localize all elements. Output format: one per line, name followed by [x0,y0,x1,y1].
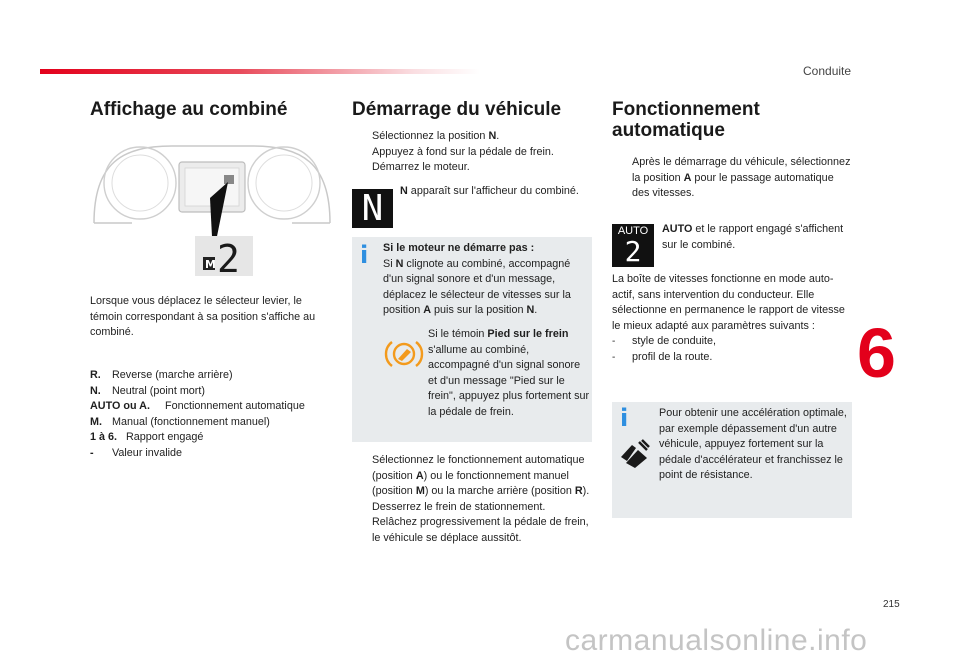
legend-row: N. Neutral (point mort) [90,384,206,397]
legend-row: M. Manual (fonctionnement manuel) [90,415,270,428]
info-icon: i [620,404,629,432]
list-item: Sélectionnez le fonctionnement automatique (position A) ou le fonctionnement manuel (position M) ou la marche arrière (position R). [372,454,590,497]
info-box-text-1: Si le moteur ne démarre pas : Si N clignote au combiné, accompagné d'un signal sonore et d'un message, déplacez le sélecteur de vitesses sur la position A puis sur la position N. [383,242,571,316]
list-item: Après le démarrage du véhicule, sélectionnez la position A pour le passage automatique des vitesses. [632,156,851,199]
list-item: Appuyez à fond sur la pédale de frein. [372,145,554,158]
list-item: Sélectionnez la position N. [372,130,500,142]
foot-pedal-icon [618,439,650,469]
list-item: - profil de la route. [612,350,713,363]
info-box-acceleration-text: Pour obtenir une accélération optimale, par exemple dépassement d'un autre véhicule, appuyez fortement sur la pédale d'accélérateur et franchissez le point de résistance. [659,407,847,481]
chapter-number: 6 [857,314,896,392]
legend-row: - Valeur invalide [90,446,183,459]
display-mode-letter: M [205,258,216,271]
col1-title: Affichage au combiné [90,99,288,120]
legend-row: AUTO ou A. Fonctionnement automatique [90,400,305,412]
col3-paragraph: La boîte de vitesses fonctionne en mode auto-actif, sans intervention du conducteur. Elle sélectionne en permanence le rapport de vitesse le mieux adapté aux paramètres suivants : - style de conduite, - profil de la route. [612,272,850,365]
neutral-indicator-text: N apparaît sur l'afficheur du combiné. [400,185,579,197]
list-item: - style de conduite, [612,335,717,347]
list-item: Démarrez le moteur. [372,161,470,173]
gear-legend [90,368,340,461]
instrument-cluster-illustration [92,138,332,278]
section-label: Conduite [803,64,852,78]
info-box-engine-start [352,237,592,442]
header-accent-bar [40,69,480,74]
watermark: carmanualsonline.info [565,624,868,657]
auto-indicator-icon: AUTO 2 [612,224,654,267]
col3-step [612,155,852,202]
col2-steps-start [352,129,592,176]
page-number: 215 [883,599,900,610]
col2-steps-end [352,453,592,546]
neutral-indicator-icon: N [352,189,393,228]
list-item: Desserrez le frein de stationnement. [372,500,546,513]
legend-row: 1 à 6. Rapport engagé [90,431,204,443]
col1-intro: Lorsque vous déplacez le sélecteur levier, le témoin correspondant à sa position s'affiche au combiné. [90,295,316,338]
auto-indicator-text: AUTO et le rapport engagé s'affichent sur le combiné. [662,223,844,251]
list-item: Relâchez progressivement la pédale de frein, le véhicule se déplace aussitôt. [372,516,589,544]
display-gear-digit: 2 [217,237,240,278]
legend-row: R. Reverse (marche arrière) [90,369,233,381]
info-box-text-2: Si le témoin Pied sur le frein s'allume au combiné, accompagné d'un signal sonore et d'un message "Pied sur le frein", appuyez plus fortement sur la pédale de frein. [428,328,590,418]
col3-title: Fonctionnement automatique [612,99,760,141]
info-box-acceleration [612,402,852,518]
col2-title: Démarrage du véhicule [352,99,562,120]
info-icon: i [360,241,369,269]
